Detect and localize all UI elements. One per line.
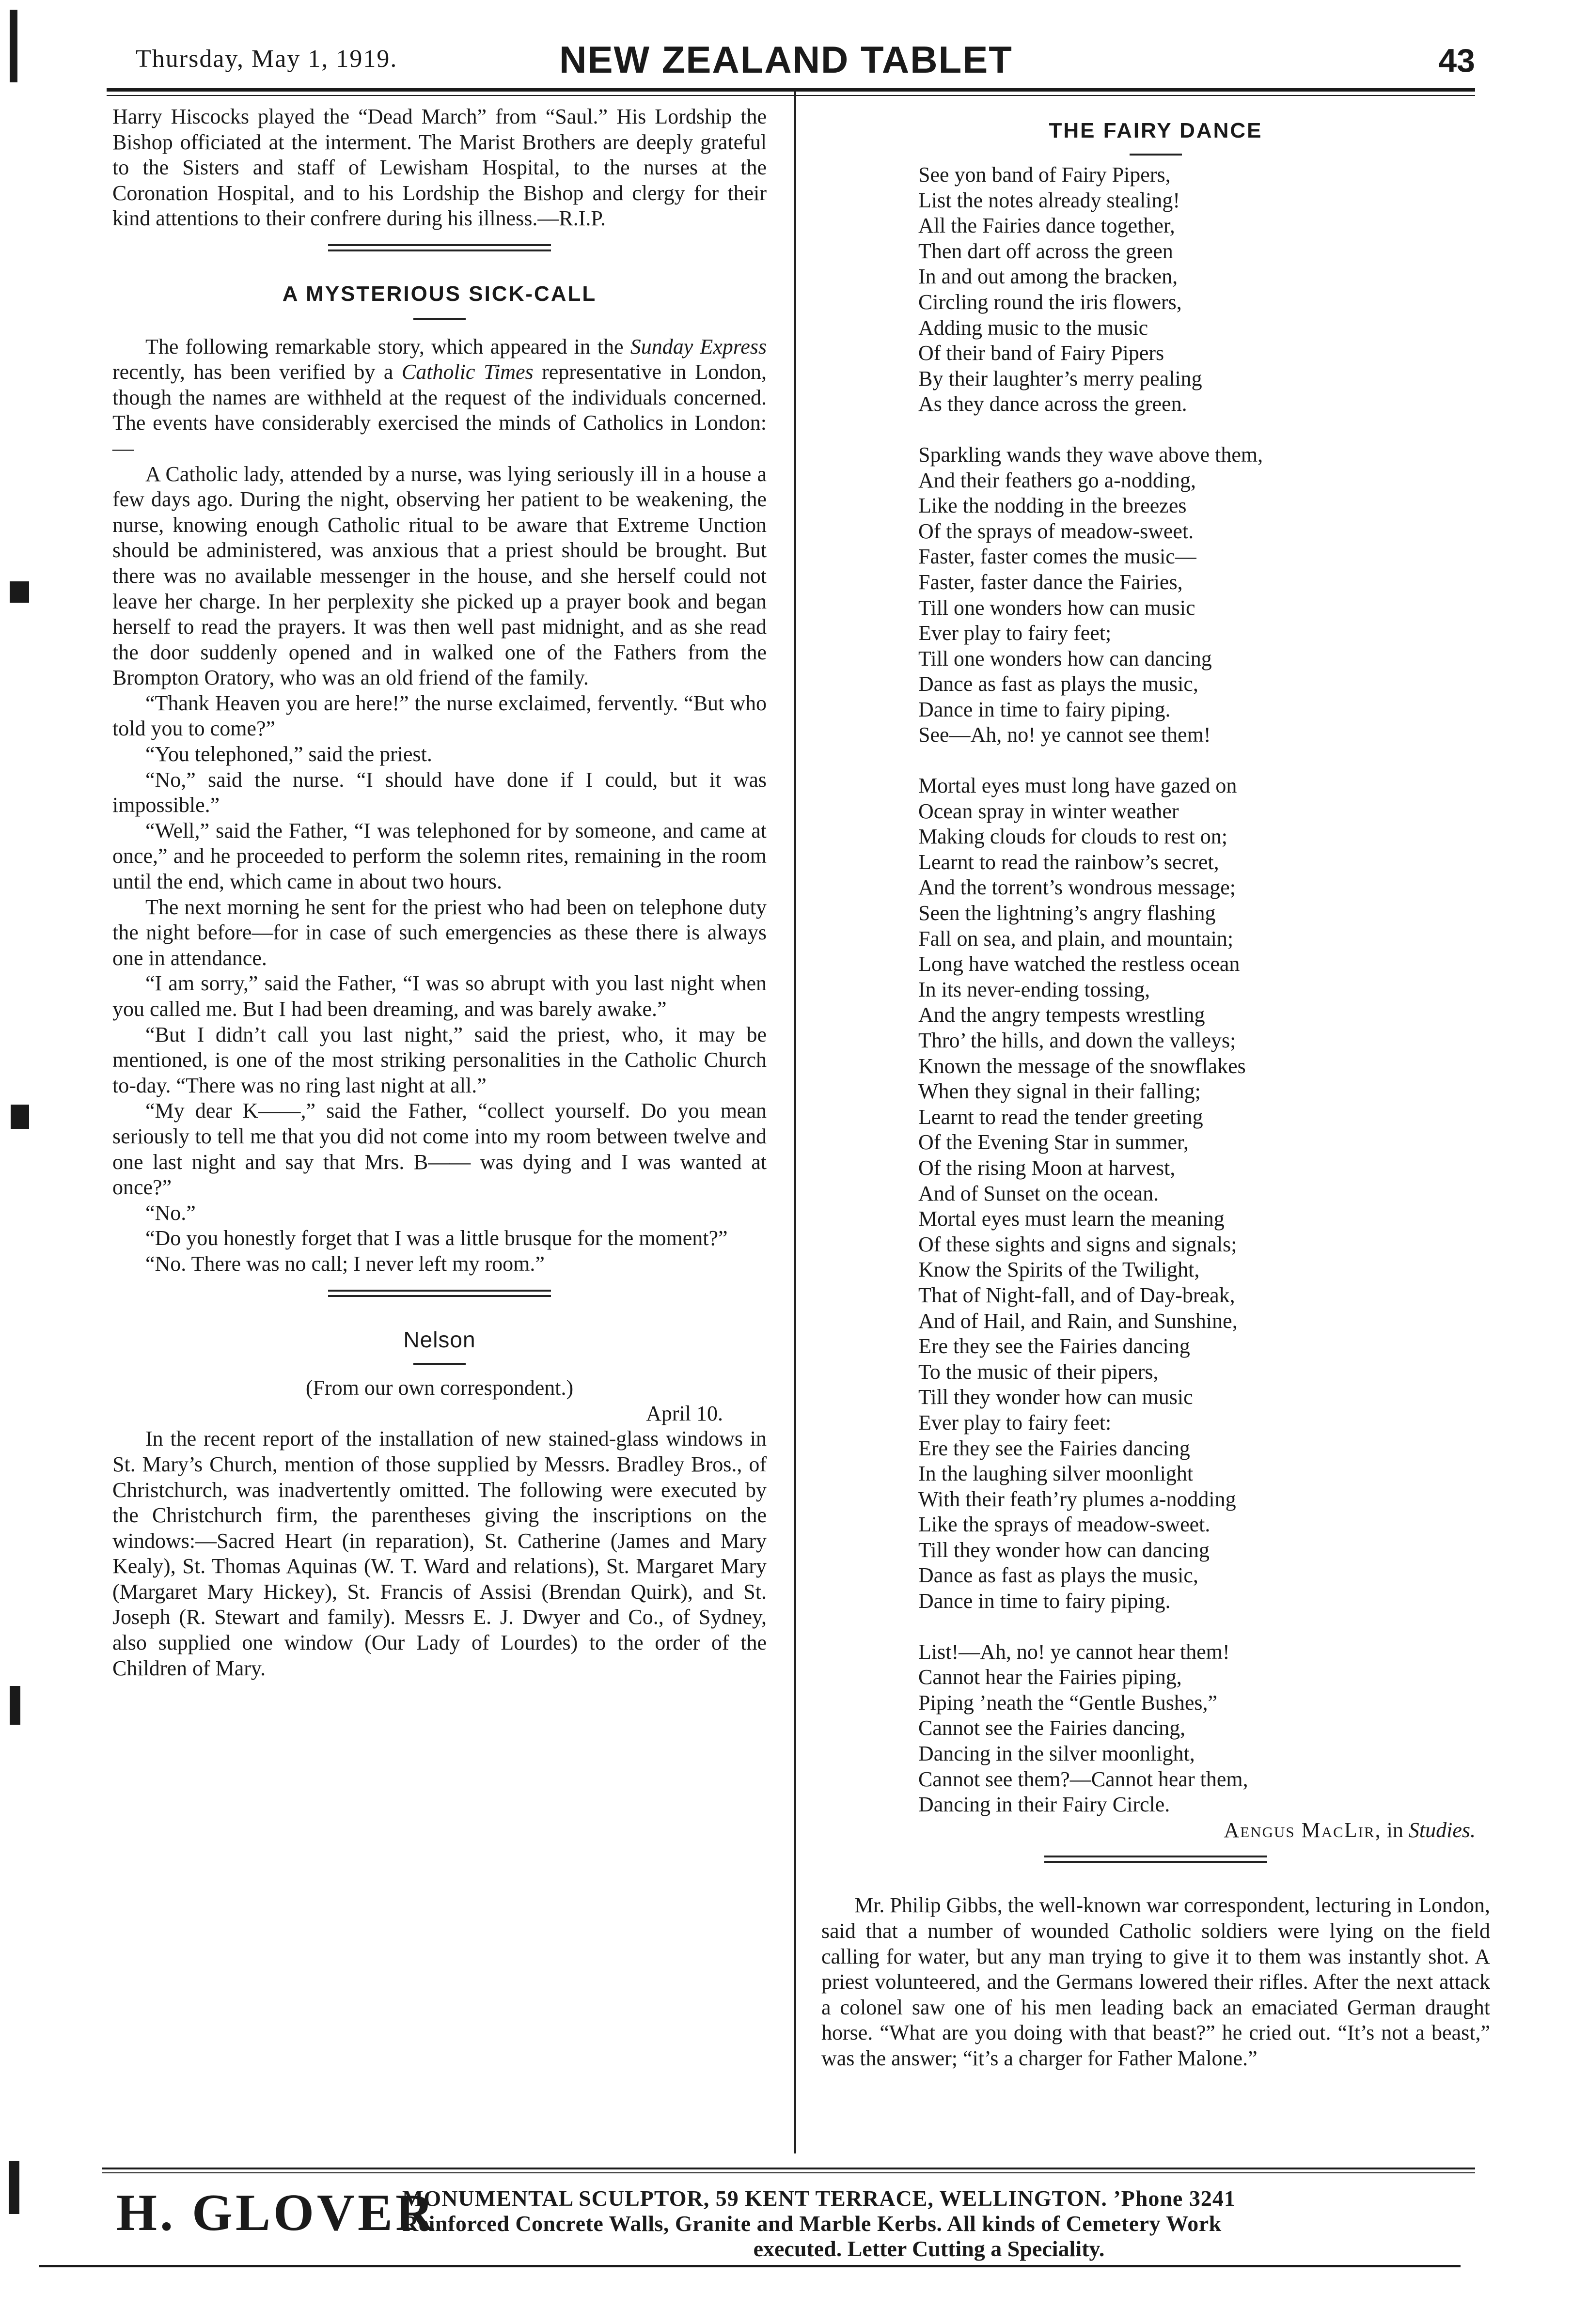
sick-call-paragraph: “No,” said the nurse. “I should have done if I could, but it was impossible.”	[112, 767, 767, 817]
poem-line: Ever play to fairy feet;	[918, 621, 1112, 645]
sick-call-paragraph: The next morning he sent for the priest who had been on telephone duty the night before—for in case of such emergencies as these there is always one in attendance.	[112, 895, 767, 970]
poem-line: Dancing in their Fairy Circle.	[918, 1793, 1170, 1817]
poem-line: With their feath’ry plumes a-nodding	[918, 1487, 1236, 1511]
poem-attribution	[821, 1818, 1490, 1843]
poem-stanza	[918, 162, 1490, 417]
poem-line: Of these sights and signs and signals;	[918, 1232, 1237, 1256]
poem-line: Ere they see the Fairies dancing	[918, 1334, 1190, 1358]
poem-line: Faster, faster dance the Fairies,	[918, 570, 1183, 594]
poem-source-prefix: in	[1386, 1818, 1403, 1842]
poem-line: Thro’ the hills, and down the valleys;	[918, 1029, 1236, 1052]
sick-call-paragraph: The following remarkable story, which appeared in the Sunday Express recently, has been verified by a Catholic Times representative in London, though the names are withheld at the request of the individuals concerned. The events have considerably exercised the minds of Catholics in London:—	[112, 334, 767, 460]
scan-margin-mark	[11, 1105, 29, 1129]
poem-line: See—Ah, no! ye cannot see them!	[918, 723, 1211, 747]
poem-line: When they signal in their falling;	[918, 1079, 1201, 1104]
advertisement-line-3: executed. Letter Cutting a Speciality.	[753, 2236, 1105, 2261]
poem-line: Dance as fast as plays the music,	[918, 1563, 1198, 1588]
poem-line: Till they wonder how can music	[918, 1385, 1193, 1409]
advertisement-text	[402, 2186, 1456, 2262]
section-separator	[328, 1290, 551, 1297]
advertisement-line-2: Reinforced Concrete Walls, Granite and Marble Kerbs. All kinds of Cemetery Work	[402, 2211, 1222, 2236]
poem-line: Of the Evening Star in summer,	[918, 1130, 1189, 1154]
poem-line: Circling round the iris flowers,	[918, 290, 1182, 314]
poem-line: Of the sprays of meadow-sweet.	[918, 519, 1194, 543]
poem-stanza	[918, 773, 1490, 1614]
sick-call-paragraph: “No.”	[145, 1201, 196, 1225]
sick-call-paragraph: “Do you honestly forget that I was a little brusque for the moment?”	[145, 1226, 728, 1250]
issue-date: Thursday, May 1, 1919.	[136, 45, 398, 73]
poem-line: Of the rising Moon at harvest,	[918, 1155, 1176, 1180]
poem-line: Till one wonders how can dancing	[918, 646, 1212, 671]
poem-line: And the torrent’s wondrous message;	[918, 875, 1236, 900]
scan-margin-mark	[10, 10, 17, 82]
poem-line: In and out among the bracken,	[918, 265, 1178, 289]
poem-line: Cannot hear the Fairies piping,	[918, 1665, 1182, 1689]
poem-line: Learnt to read the tender greeting	[918, 1105, 1203, 1129]
poem-line: Till they wonder how can dancing	[918, 1538, 1210, 1562]
poem-line: Mortal eyes must long have gazed on	[918, 774, 1237, 798]
poem-line: Then dart off across the green	[918, 239, 1173, 263]
page-header	[97, 35, 1475, 88]
poem-line: List the notes already stealing!	[918, 188, 1180, 212]
poem-line: Like the nodding in the breezes	[918, 494, 1187, 518]
left-column	[112, 104, 767, 1681]
section-separator	[328, 244, 551, 251]
header-rule-thin	[107, 95, 1475, 96]
masthead-title: NEW ZEALAND TABLET	[559, 38, 1013, 81]
poem-line: Ocean spray in winter weather	[918, 799, 1179, 823]
scan-margin-mark	[10, 1686, 20, 1725]
sick-call-paragraph: “My dear K——,” said the Father, “collect yourself. Do you mean seriously to tell me that you did not come into my room between twelve and one last night and say that Mrs. B—— was dying and I was wanted at once?”	[112, 1099, 767, 1200]
poem-line: Fall on sea, and plain, and mountain;	[918, 926, 1234, 951]
poem-stanza	[918, 442, 1490, 748]
poem-line: Know the Spirits of the Twilight,	[918, 1258, 1200, 1282]
poem-line: Adding music to the music	[918, 315, 1148, 340]
poem-stanza	[918, 1639, 1490, 1818]
poem-line: By their laughter’s merry pealing	[918, 366, 1202, 390]
footer-bottom-rule	[39, 2265, 1461, 2267]
poem-line: Ever play to fairy feet:	[918, 1410, 1112, 1435]
nelson-date: April 10.	[646, 1401, 723, 1425]
poem-line: Piping ’neath the “Gentle Bushes,”	[918, 1690, 1218, 1715]
header-rule	[107, 88, 1475, 92]
poem-line: Cannot see them?—Cannot hear them,	[918, 1767, 1248, 1791]
poem-line: Dance as fast as plays the music,	[918, 672, 1198, 696]
poem-line: Sparkling wands they wave above them,	[918, 442, 1263, 467]
footer-rule-thin	[102, 2172, 1475, 2173]
poem-line: Making clouds for clouds to rest on;	[918, 825, 1227, 849]
poem-body	[821, 162, 1490, 1818]
nelson-byline: (From our own correspondent.)	[305, 1376, 574, 1400]
sick-call-heading: A MYSTERIOUS SICK-CALL	[282, 281, 597, 306]
sick-call-paragraph: “Thank Heaven you are here!” the nurse exclaimed, fervently. “But who told you to come?”	[112, 691, 767, 741]
poem-line: As they dance across the green.	[918, 392, 1187, 416]
poem-line: See yon band of Fairy Pipers,	[918, 163, 1171, 187]
poem-line: Like the sprays of meadow-sweet.	[918, 1513, 1210, 1537]
sick-call-paragraph: “Well,” said the Father, “I was telephoned for by someone, and came at once,” and he proceeded to perform the solemn rites, remaining in the room until the end, which came in about two hours.	[112, 818, 767, 894]
poem-line: Known the message of the snowflakes	[918, 1054, 1246, 1078]
poem-line: Seen the lightning’s angry flashing	[918, 901, 1216, 925]
poem-heading: THE FAIRY DANCE	[1049, 119, 1263, 142]
poem-line: And their feathers go a-nodding,	[918, 468, 1196, 492]
sick-call-paragraph: “No. There was no call; I never left my room.”	[145, 1251, 545, 1276]
sick-call-paragraph: “But I didn’t call you last night,” said the priest, who, it may be mentioned, is one of the most striking personalities in the Catholic Church to-day. “There was no ring last night at all.”	[112, 1022, 767, 1097]
scan-margin-mark	[10, 581, 29, 603]
gibbs-paragraph: Mr. Philip Gibbs, the well-known war correspondent, lecturing in London, said that a number of wounded Catholic soldiers were lying on the field calling for water, but any man trying to give it to them was instantly shot. A priest volunteered, and the Germans lowered their rifles. After the next attack a colonel saw one of his men leading back an emaciated German draught horse. “What are you doing with that beast?” he cried out. “It’s not a beast,” was the answer; “it’s a charger for Father Malone.”	[821, 1893, 1490, 2070]
advertiser-name: H. GLOVER	[116, 2184, 437, 2242]
page-number: 43	[1438, 42, 1475, 79]
poem-line: List!—Ah, no! ye cannot hear them!	[918, 1639, 1230, 1664]
poem-source: Studies.	[1408, 1818, 1476, 1842]
column-divider	[794, 90, 796, 2153]
poem-line: Mortal eyes must learn the meaning	[918, 1207, 1225, 1231]
poem-line: And of Hail, and Rain, and Sunshine,	[918, 1309, 1238, 1333]
right-column	[821, 104, 1490, 2072]
poem-line: Of their band of Fairy Pipers	[918, 341, 1164, 365]
sick-call-paragraph: A Catholic lady, attended by a nurse, was lying seriously ill in a house a few days ago. During the night, observing her patient to be weakening, the nurse, knowing enough Catholic ritual to be aware that Extreme Unction should be administered, was anxious that a priest should be brought. But there was no available messenger in the house, and she herself could not leave her charge. In her perplexity she picked up a prayer book and began herself to read the prayers. It was then well past midnight, and as she read the door suddenly opened and in walked one of the Fathers from the Brompton Oratory, who was an old friend of the family.	[112, 462, 767, 690]
poem-line: And the angry tempests wrestling	[918, 1003, 1205, 1027]
poem-line: Faster, faster comes the music—	[918, 545, 1196, 569]
advertisement-line-1: MONUMENTAL SCULPTOR, 59 KENT TERRACE, WELLINGTON. ’Phone 3241	[402, 2186, 1236, 2211]
poem-line: In the laughing silver moonlight	[918, 1462, 1194, 1486]
poem-line: Dancing in the silver moonlight,	[918, 1742, 1195, 1766]
poem-line: All the Fairies dance together,	[918, 214, 1175, 238]
poem-line: Ere they see the Fairies dancing	[918, 1436, 1190, 1460]
poem-line: Cannot see the Fairies dancing,	[918, 1716, 1186, 1740]
poem-line: Dance in time to fairy piping.	[918, 697, 1171, 721]
poem-line: That of Night-fall, and of Day-break,	[918, 1283, 1235, 1307]
footer-rule	[102, 2168, 1475, 2169]
poem-line: And of Sunset on the ocean.	[918, 1181, 1159, 1205]
nelson-heading: Nelson	[403, 1326, 476, 1352]
poem-line: Till one wonders how can music	[918, 595, 1195, 620]
sick-call-paragraph: “You telephoned,” said the priest.	[145, 742, 432, 766]
section-separator	[1044, 1856, 1267, 1863]
poem-line: Long have watched the restless ocean	[918, 952, 1240, 976]
poem-line: Learnt to read the rainbow’s secret,	[918, 850, 1219, 874]
sick-call-paragraph: “I am sorry,” said the Father, “I was so abrupt with you last night when you called me. But I had been dreaming, and was barely awake.”	[112, 971, 767, 1021]
scan-margin-mark	[9, 2161, 19, 2214]
poem-line: In its never-ending tossing,	[918, 977, 1150, 1001]
glover-advertisement	[102, 2180, 1475, 2261]
obituary-paragraph: Harry Hiscocks played the “Dead March” from “Saul.” His Lordship the Bishop officiated at the interment. The Marist Brothers are deeply grateful to the Sisters and staff of Lewisham Hospital, to the nurses at the Coronation Hospital, and to his Lordship the Bishop and clergy for their kind attentions to their confrere during his illness.—R.I.P.	[112, 105, 767, 231]
nelson-paragraph: In the recent report of the installation of new stained-glass windows in St. Mary’s Church, mention of those supplied by Messrs. Bradley Bros., of Christchurch, was inadvertently omitted. The following were executed by the Christchurch firm, the parentheses giving the inscriptions on the windows:—Sacred Heart (in reparation), St. Catherine (James and Mary Kealy), St. Thomas Aquinas (W. T. Ward and relations), St. Margaret Mary (Margaret Mary Hickey), St. Francis of Assisi (Brendan Quirk), and St. Joseph (R. Stewart and family). Messrs E. J. Dwyer and Co., of Sydney, also supplied one window (Our Lady of Lourdes) to the order of the Children of Mary.	[112, 1427, 767, 1680]
poem-line: Dance in time to fairy piping.	[918, 1589, 1171, 1613]
poem-line: To the music of their pipers,	[918, 1359, 1159, 1384]
poem-author: Aengus MacLir,	[1224, 1818, 1382, 1842]
